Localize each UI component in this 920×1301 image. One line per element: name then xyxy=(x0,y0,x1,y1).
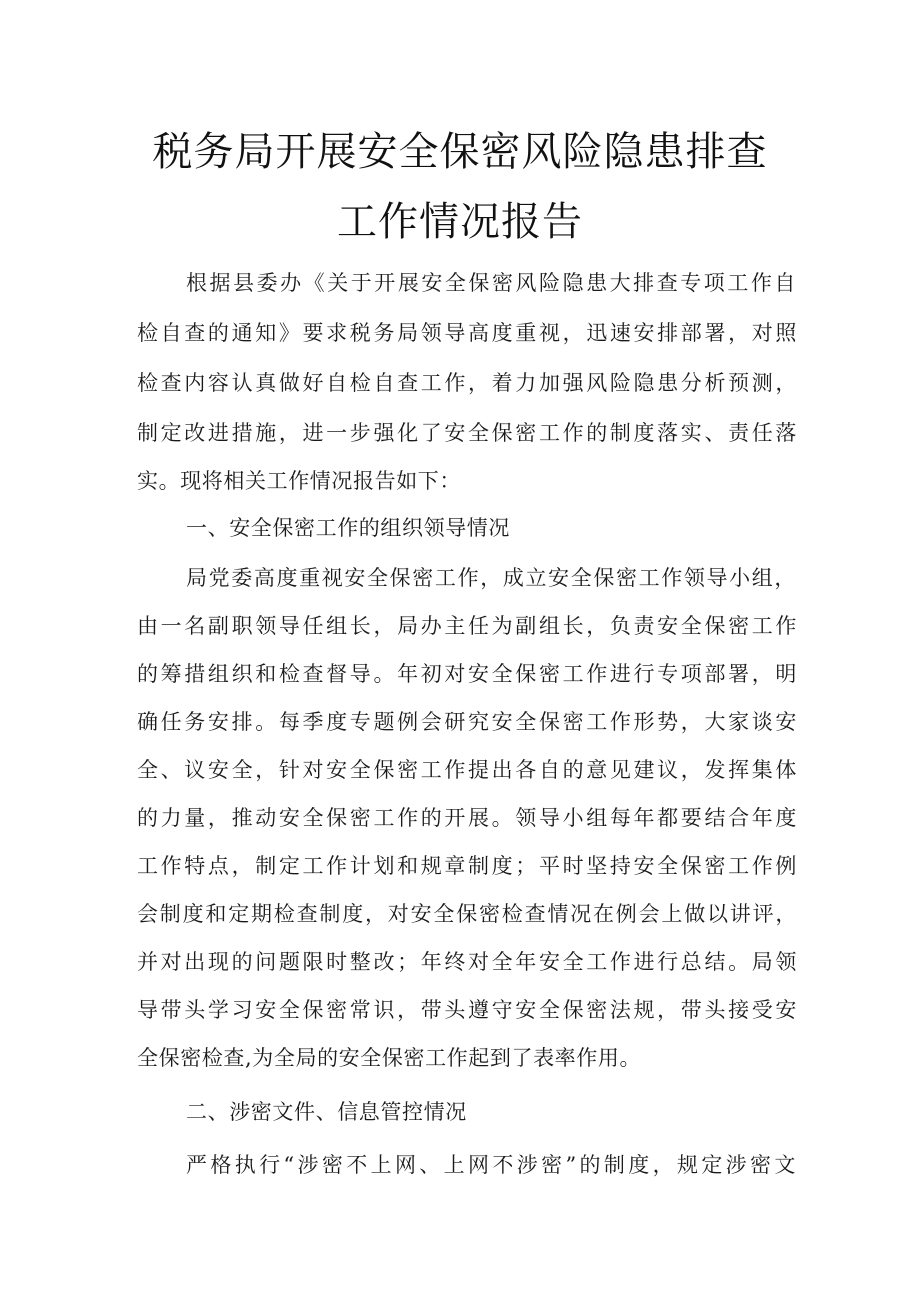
paragraph-line: 制定改进措施，进一步强化了安全保密工作的制度落实、责任落 xyxy=(137,421,797,445)
paragraph-line: 严格执行“涉密不上网、上网不涉密”的制度，规定涉密文 xyxy=(186,1153,796,1177)
paragraph-line: 由一名副职领导任组长，局办主任为副组长，负责安全保密工作 xyxy=(137,614,797,638)
paragraph-line: 根据县委办《关于开展安全保密风险隐患大排查专项工作自 xyxy=(186,271,796,295)
paragraph-line: 检查内容认真做好自检自查工作，着力加强风险隐患分析预测， xyxy=(137,371,797,395)
section-heading-1: 一、安全保密工作的组织领导情况 xyxy=(186,516,510,540)
paragraph-line: 局党委高度重视安全保密工作，成立安全保密工作领导小组， xyxy=(186,566,796,590)
paragraph-line: 全保密检查,为全局的安全保密工作起到了表率作用。 xyxy=(137,1046,642,1070)
paragraph-line: 导带头学习安全保密常识，带头遵守安全保密法规，带头接受安 xyxy=(137,998,797,1022)
paragraph-line: 检自查的通知》要求税务局领导高度重视，迅速安排部署，对照 xyxy=(137,321,797,345)
paragraph-line: 全、议安全，针对安全保密工作提出各自的意见建议，发挥集体 xyxy=(137,758,797,782)
paragraph-line: 的筹措组织和检查督导。年初对安全保密工作进行专项部署，明 xyxy=(137,662,797,686)
paragraph-line: 的力量，推动安全保密工作的开展。领导小组每年都要结合年度 xyxy=(137,806,797,830)
paragraph-line: 确任务安排。每季度专题例会研究安全保密工作形势，大家谈安 xyxy=(137,710,797,734)
document-title-line-2: 工作情况报告 xyxy=(337,199,583,245)
section-heading-2: 二、涉密文件、信息管控情况 xyxy=(186,1100,467,1124)
paragraph-line: 会制度和定期检查制度，对安全保密检查情况在例会上做以讲评， xyxy=(137,902,797,926)
paragraph-line: 工作特点，制定工作计划和规章制度；平时坚持安全保密工作例 xyxy=(137,854,797,878)
document-title-line-1: 税务局开展安全保密风险隐患排查 xyxy=(152,129,768,175)
paragraph-line: 实。现将相关工作情况报告如下： xyxy=(137,469,461,493)
paragraph-line: 并对出现的问题限时整改；年终对全年安全工作进行总结。局领 xyxy=(137,950,797,974)
